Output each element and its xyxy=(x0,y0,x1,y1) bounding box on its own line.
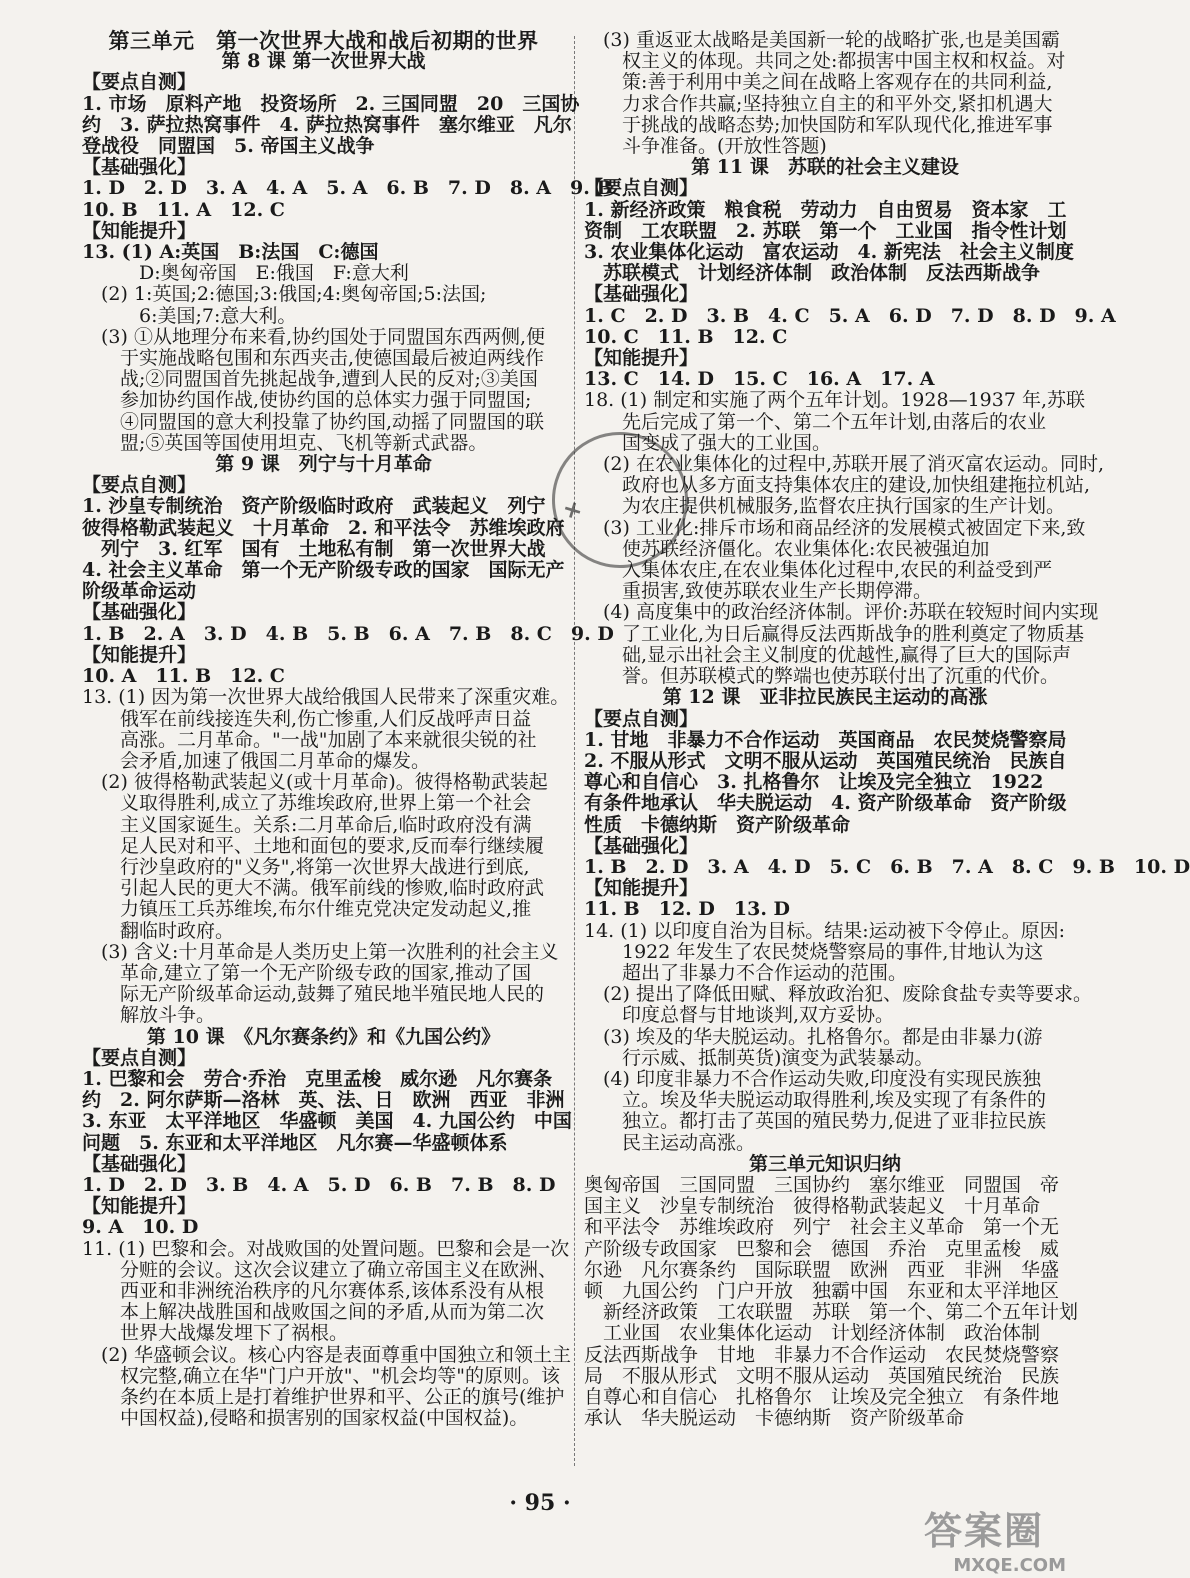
answer-line: 6:美国;7:意大利。 xyxy=(82,304,297,327)
section-heading: 【基础强化】 xyxy=(584,283,699,306)
answer-line: 参加协约国作战,使协约国的总体实力强于同盟国; xyxy=(82,389,532,412)
answer-line: 会矛盾,加速了俄国二月革命的爆发。 xyxy=(82,749,431,772)
section-heading: 【知能提升】 xyxy=(584,877,699,900)
answer-line: 解放斗争。 xyxy=(82,1004,216,1027)
site-watermark xyxy=(924,1500,1066,1576)
right-column xyxy=(584,29,1190,1430)
answer-line: (2) 1:英国;2:德国;3:俄国;4:奥匈帝国;5:法国; xyxy=(82,283,487,306)
answer-line: 行示威、抵制英货)演变为武装暴动。 xyxy=(584,1046,934,1069)
answer-line: 高涨。二月革命。"一战"加剧了本来就很尖锐的社 xyxy=(82,728,537,751)
answer-line: 4. 社会主义革命 第一个无产阶级专政的国家 国际无产 xyxy=(82,559,565,582)
answer-line: 1922 年发生了农民焚烧警察局的事件,甘地认为这 xyxy=(584,940,1044,963)
answer-line: 1. 新经济政策 粮食税 劳动力 自由贸易 资本家 工 xyxy=(584,198,1067,221)
answer-line: ④同盟国的意大利投靠了协约国,动摇了同盟国的联 xyxy=(82,410,545,433)
answer-line: 力求合作共赢;坚持独立自主的和平外交,紧扣机遇大 xyxy=(584,92,1053,115)
answer-line: 3. 东亚 太平洋地区 华盛顿 美国 4. 九国公约 中国 xyxy=(82,1110,572,1133)
section-heading: 【要点自测】 xyxy=(584,707,699,730)
answer-line: 10. A 11. B 12. C xyxy=(82,665,285,688)
answer-line: 10. C 11. B 12. C xyxy=(584,325,788,348)
answer-line: 行沙皇政府的"义务",将第一次世界大战进行到底, xyxy=(82,855,530,878)
answer-line: 条约在本质上是打着维护世界和平、公正的旗号(维护 xyxy=(82,1386,565,1408)
answer-line: 11. (1) 巴黎和会。对战败国的处置问题。巴黎和会是一次 xyxy=(82,1237,570,1260)
answer-line: 承认 华夫脱运动 卡德纳斯 资产阶级革命 xyxy=(584,1407,965,1430)
answer-line: 政府也从多方面支持集体农庄的建设,加快组建拖拉机站, xyxy=(584,474,1091,497)
answer-line: (2) 提出了降低田赋、释放政治犯、废除食盐专卖等要求。 xyxy=(584,983,1092,1006)
answer-line: 立。埃及华夫脱运动取得胜利,埃及实现了有条件的 xyxy=(584,1089,1047,1112)
section-heading: 【基础强化】 xyxy=(584,834,699,857)
stamp-mark: ✕ xyxy=(559,495,586,525)
answer-line: 列宁 3. 红军 国有 土地私有制 第一次世界大战 xyxy=(82,537,546,560)
answer-line: 产阶级专政国家 巴黎和会 德国 乔治 克里孟梭 威 xyxy=(584,1237,1060,1260)
answer-line: (4) 印度非暴力不合作运动失败,印度没有实现民族独 xyxy=(584,1067,1041,1090)
answer-line: 1. 甘地 非暴力不合作运动 英国商品 农民焚烧警察局 xyxy=(584,728,1067,751)
answer-line: 权主义的体现。共同之处:都损害中国主权和权益。对 xyxy=(584,50,1066,73)
answer-line: 和平法令 苏维埃政府 列宁 社会主义革命 第一个无 xyxy=(584,1216,1060,1239)
answer-line: (2) 彼得格勒武装起义(或十月革命)。彼得格勒武装起 xyxy=(82,771,548,794)
section-heading: 【基础强化】 xyxy=(82,156,197,179)
answer-line: 问题 5. 东亚和太平洋地区 凡尔赛—华盛顿体系 xyxy=(82,1131,508,1154)
answer-line: 使苏联经济僵化。农业集体化:农民被强迫加 xyxy=(584,537,990,560)
watermark-logo: 答案圈 xyxy=(924,1509,1045,1553)
answer-line: 力镇压工兵苏维埃,布尔什维克党决定发动起义,推 xyxy=(82,898,532,921)
answer-line: 反法西斯战争 甘地 非暴力不合作运动 农民焚烧警察 xyxy=(584,1343,1060,1366)
answer-line: 阶级革命运动 xyxy=(82,580,197,603)
answer-line: 局 不服从形式 文明不服从运动 英国殖民统治 民族 xyxy=(584,1364,1060,1387)
answer-line: 西亚和非洲统治秩序的凡尔赛体系,该体系没有从根 xyxy=(82,1279,545,1302)
answer-line: 斗争准备。(开放性答题) xyxy=(584,135,827,158)
answer-line: 1. 市场 原料产地 投资场所 2. 三国同盟 20 三国协 xyxy=(82,92,580,115)
answer-line: 际无产阶级革命运动,鼓舞了殖民地半殖民地人民的 xyxy=(82,983,545,1006)
answer-line: 战;②同盟国首先挑起战争,遭到人民的反对;③美国 xyxy=(82,368,538,391)
answer-line: 于挑战的战略态势;加快国防和军队现代化,推进军事 xyxy=(584,113,1053,136)
answer-line: 约 3. 萨拉热窝事件 4. 萨拉热窝事件 塞尔维亚 凡尔 xyxy=(82,113,572,136)
answer-line: 约 2. 阿尔萨斯—洛林 英、法、日 欧洲 西亚 非洲 xyxy=(82,1089,565,1112)
section-heading: 【知能提升】 xyxy=(584,347,699,370)
answer-line: 彼得格勒武装起义 十月革命 2. 和平法令 苏维埃政府 xyxy=(82,516,565,539)
answer-line: 超出了非暴力不合作运动的范围。 xyxy=(584,961,908,984)
answer-line: 顿 九国公约 门户开放 独霸中国 东亚和太平洋地区 xyxy=(584,1279,1060,1302)
left-column xyxy=(82,28,614,1430)
section-heading: 【知能提升】 xyxy=(82,1195,197,1218)
answer-line: 尊心和自信心 3. 扎格鲁尔 让埃及完全独立 1922 xyxy=(584,771,1044,794)
answer-line: 印度总督与甘地谈判,双方妥协。 xyxy=(584,1004,895,1027)
answer-line: 国变成了强大的工业国。 xyxy=(584,431,832,454)
section-heading: 【要点自测】 xyxy=(584,177,699,200)
answer-line: 1. 沙皇专制统治 资产阶级临时政府 武装起义 列宁 xyxy=(82,495,546,518)
watermark-url: MXQE.COM xyxy=(953,1555,1066,1576)
answer-line: 主义国家诞生。关系:二月革命后,临时政府没有满 xyxy=(82,813,532,836)
answer-line: 策:善于利用中美之间在战略上客观存在的共同利益, xyxy=(584,71,1053,94)
answer-line: 中国权益),侵略和损害别的国家权益(中国权益)。 xyxy=(82,1407,529,1430)
answer-line: 革命,建立了第一个无产阶级专政的国家,推动了国 xyxy=(82,961,532,984)
answer-line: 1. D 2. D 3. A 4. A 5. A 6. B 7. D 8. A 9. B xyxy=(82,177,613,200)
answer-line: 10. B 11. A 12. C xyxy=(82,198,285,221)
section-heading: 【要点自测】 xyxy=(82,1046,197,1069)
answer-line: 独立。都打击了英国的殖民势力,促进了亚非拉民族 xyxy=(584,1110,1047,1133)
answer-line: (3) 埃及的华夫脱运动。扎格鲁尔。都是由非暴力(游 xyxy=(584,1025,1043,1048)
answer-line: 了工业化,为日后赢得反法西斯战争的胜利奠定了物质基 xyxy=(584,622,1085,645)
answer-line: 翻临时政府。 xyxy=(82,919,235,942)
section-heading: 【要点自测】 xyxy=(82,474,197,497)
answer-line: 本上解决战胜国和战败国之间的矛盾,从而为第二次 xyxy=(82,1301,545,1324)
answer-line: (3) 重返亚太战略是美国新一轮的战略扩张,也是美国霸 xyxy=(584,29,1060,51)
section-heading: 【基础强化】 xyxy=(82,601,197,624)
answer-line: (3) 含义:十月革命是人类历史上第一次胜利的社会主义 xyxy=(82,940,559,963)
column-divider xyxy=(574,36,575,1466)
answer-line: 国主义 沙皇专制统治 彼得格勒武装起义 十月革命 xyxy=(584,1195,1041,1218)
answer-line: 入集体农庄,在农业集体化过程中,农民的利益受到严 xyxy=(584,559,1053,582)
answer-line: 1. B 2. D 3. A 4. D 5. C 6. B 7. A 8. C 9. B 10. D xyxy=(584,855,1190,878)
answer-line: 9. A 10. D xyxy=(82,1216,199,1239)
answer-line: 13. (1) A:英国 B:法国 C:德国 xyxy=(82,241,379,264)
answer-line: 11. B 12. D 13. D xyxy=(584,898,791,921)
answer-line: 1. D 2. D 3. B 4. A 5. D 6. B 7. B 8. D xyxy=(82,1173,556,1196)
answer-line: 登战役 同盟国 5. 帝国主义战争 xyxy=(82,135,375,158)
section-heading: 【知能提升】 xyxy=(82,643,197,666)
answer-line: 自尊心和自信心 扎格鲁尔 让埃及完全独立 有条件地 xyxy=(584,1386,1060,1408)
lesson-title: 第 9 课 列宁与十月革命 xyxy=(215,453,432,476)
answer-line: 俄军在前线接连失利,伤亡惨重,人们反战呼声日益 xyxy=(82,707,532,730)
answer-line: 13. C 14. D 15. C 16. A 17. A xyxy=(584,368,935,391)
answer-line: 权完整,确立在华"门户开放"、"机会均等"的原则。该 xyxy=(82,1364,560,1387)
page-number: · 95 · xyxy=(509,1490,571,1516)
answer-line: 3. 农业集体化运动 富农运动 4. 新宪法 社会主义制度 xyxy=(584,241,1074,264)
answer-line: 有条件地承认 华夫脱运动 4. 资产阶级革命 资产阶级 xyxy=(584,792,1067,815)
lesson-title: 第三单元 第一次世界大战和战后初期的世界 xyxy=(108,28,539,53)
section-heading: 【基础强化】 xyxy=(82,1152,197,1175)
answer-line: 奥匈帝国 三国同盟 三国协约 塞尔维亚 同盟国 帝 xyxy=(584,1173,1060,1196)
section-heading: 【要点自测】 xyxy=(82,71,197,94)
answer-line: 为农庄提供机械服务,监督农庄执行国家的生产计划。 xyxy=(584,495,1066,518)
lesson-title: 第 12 课 亚非拉民族民主运动的高涨 xyxy=(662,686,988,709)
answer-line: 世界大战爆发埋下了祸根。 xyxy=(82,1322,349,1345)
answer-line: 苏联模式 计划经济体制 政治体制 反法西斯战争 xyxy=(584,262,1041,285)
answer-line: 础,显示出社会主义制度的优越性,赢得了巨大的国际声 xyxy=(584,643,1072,666)
answer-line: 引起人民的更大不满。俄军前线的惨败,临时政府武 xyxy=(82,877,545,900)
answer-line: (3) ①从地理分布来看,协约国处于同盟国东西两侧,便 xyxy=(82,325,546,348)
lesson-title: 第 8 课 第一次世界大战 xyxy=(221,50,426,73)
answer-line: D:奥匈帝国 E:俄国 F:意大利 xyxy=(82,262,409,285)
lesson-title: 第 10 课 《凡尔赛条约》和《九国公约》 xyxy=(146,1025,501,1048)
answer-line: (3) 工业化:排斥市场和商品经济的发展模式被固定下来,致 xyxy=(584,516,1086,539)
answer-line: (2) 华盛顿会议。核心内容是表面尊重中国独立和领土主 xyxy=(82,1343,571,1366)
answer-line: 1. C 2. D 3. B 4. C 5. A 6. D 7. D 8. D 9. A xyxy=(584,304,1116,327)
answer-line: 18. (1) 制定和实施了两个五年计划。1928—1937 年,苏联 xyxy=(584,389,1085,412)
answer-line: (4) 高度集中的政治经济体制。评价:苏联在较短时间内实现 xyxy=(584,601,1099,624)
lesson-title: 第三单元知识归纳 xyxy=(748,1152,901,1175)
answer-line: 2. 不服从形式 文明不服从运动 英国殖民统治 民族自 xyxy=(584,749,1067,772)
answer-line: 性质 卡德纳斯 资产阶级革命 xyxy=(584,813,851,836)
answer-line: 义取得胜利,成立了苏维埃政府,世界上第一个社会 xyxy=(82,792,532,815)
answer-line: 重损害,致使苏联农业生产长期停滞。 xyxy=(584,580,933,603)
answer-line: 新经济政策 工农联盟 苏联 第一个、第二个五年计划 xyxy=(584,1301,1079,1324)
lesson-title: 第 11 课 苏联的社会主义建设 xyxy=(691,156,959,179)
answer-line: 盟;⑤英国等国使用坦克、飞机等新式武器。 xyxy=(82,431,488,454)
answer-line: 工业国 农业集体化运动 计划经济体制 政治体制 xyxy=(584,1322,1041,1345)
answer-line: (2) 在农业集体化的过程中,苏联开展了消灭富农运动。同时, xyxy=(584,453,1105,476)
answer-line: 于实施战略包围和东西夹击,使德国最后被迫两线作 xyxy=(82,347,545,370)
answer-line: 尔逊 凡尔赛条约 国际联盟 欧洲 西亚 非洲 华盛 xyxy=(584,1258,1060,1281)
answer-line: 民主运动高涨。 xyxy=(584,1131,756,1154)
answer-line: 1. 巴黎和会 劳合·乔治 克里孟梭 威尔逊 凡尔赛条 xyxy=(82,1067,553,1090)
answer-line: 14. (1) 以印度自治为目标。结果:运动被下令停止。原因: xyxy=(584,919,1066,942)
answer-line: 誉。但苏联模式的弊端也使苏联付出了沉重的代价。 xyxy=(584,665,1060,688)
answer-line: 分赃的会议。这次会议建立了确立帝国主义在欧洲、 xyxy=(82,1258,558,1281)
answer-line: 资制 工农联盟 2. 苏联 第一个 工业国 指令性计划 xyxy=(584,219,1067,242)
answer-line: 13. (1) 因为第一次世界大战给俄国人民带来了深重灾难。 xyxy=(82,686,570,709)
section-heading: 【知能提升】 xyxy=(82,219,197,242)
answer-line: 先后完成了第一个、第二个五年计划,由落后的农业 xyxy=(584,410,1047,433)
answer-line: 足人民对和平、土地和面包的要求,反而奉行继续履 xyxy=(82,834,545,857)
answer-line: 1. B 2. A 3. D 4. B 5. B 6. A 7. B 8. C 9. D xyxy=(82,622,614,645)
